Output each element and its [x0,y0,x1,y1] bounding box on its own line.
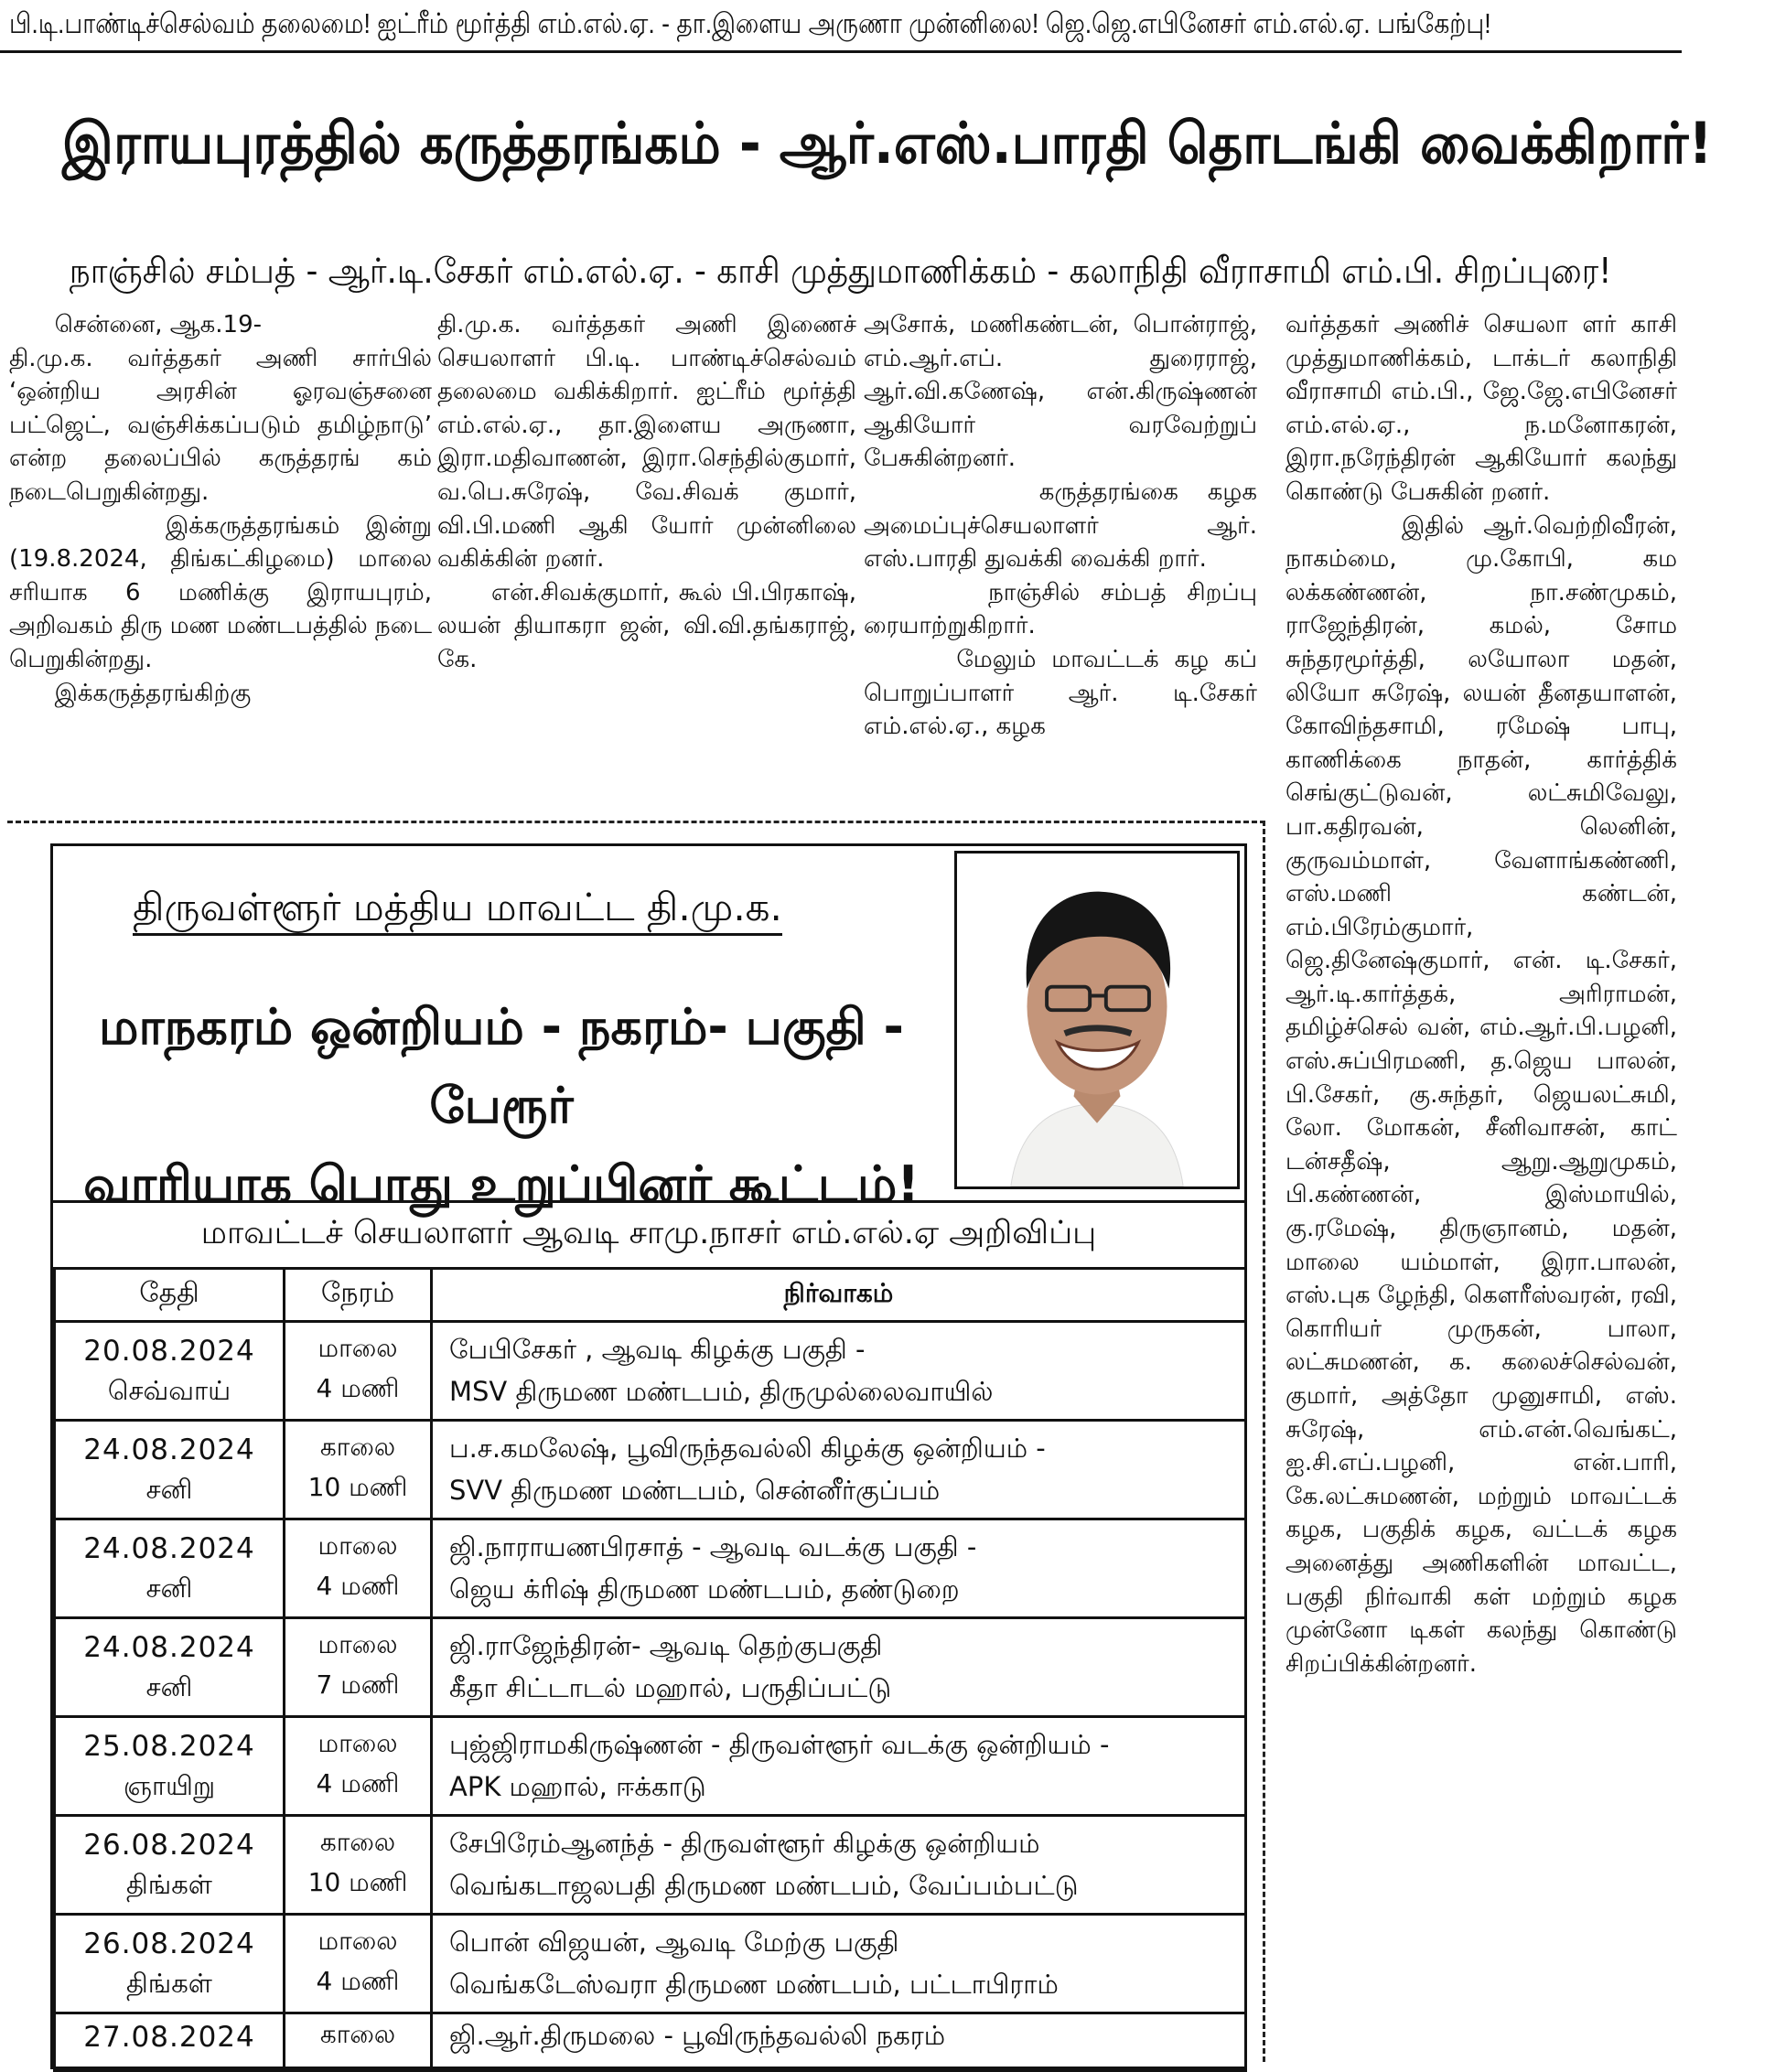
meeting-session: மாலை [317,1530,398,1561]
meeting-date: 24.08.2024 [83,1631,255,1664]
time-cell [285,2013,432,2071]
meeting-organizer: புஜ்ஜிராமகிருஷ்ணன் - திருவள்ளூர் வடக்கு ஒன்றியம் - [449,1729,1110,1760]
meeting-organizer: பொன் விஜயன், ஆவடி மேற்கு பகுதி [449,1927,899,1958]
meeting-organizer: சேபிரேம்ஆனந்த் - திருவள்ளூர் கிழக்கு ஒன்றியம் [449,1828,1040,1859]
admin-cell [432,1915,1246,2013]
subheadline-text: நாஞ்சில் சம்பத் - ஆர்.டி.சேகர் எம்.எல்.ஏ. - காசி முத்துமாணிக்கம் - கலாநிதி வீராசாமி எம்.பி. சிறப்புரை! [70,251,1612,291]
time-cell [285,1717,432,1816]
article-column-1: சென்னை, ஆக.19- தி.மு.க. வர்த்தகர் அணி சார்பில் ‘ஒன்றிய அரசின் ஓரவஞ்சனை பட்ஜெட், வஞ்சிக்கப்படும் தமிழ்நாடு’ என்ற தலைப்பில் கருத்தரங் கம் நடைபெறுகின்றது. இக்கருத்தரங்கம் இன்று (19.8.2024, திங்கட்கிழமை) மாலை சரியாக 6 மணிக்கு இராயபுரம், அறிவகம் திரு மண மண்டபத்தில் நடை பெறுகின்றது. இக்கருத்தரங்கிற்கு [9,311,433,707]
meeting-day: திங்கள் [126,1869,212,1900]
meeting-session: மாலை [317,1728,398,1758]
meeting-date: 24.08.2024 [83,1532,255,1565]
ad-organization [0,883,915,932]
top-strip [0,0,1682,53]
meeting-hour: 4 மணி [316,1571,400,1601]
time-cell [285,1322,432,1421]
header-time: நேரம் [285,1269,432,1322]
meeting-date: 25.08.2024 [83,1730,255,1763]
meeting-organizer: ஜி.நாராயணபிரசாத் - ஆவடி வடக்கு பகுதி - [449,1531,977,1562]
meeting-date: 26.08.2024 [83,1829,255,1862]
time-cell [285,1915,432,2013]
meeting-organizer: ப.ச.கமலேஷ், பூவிருந்தவல்லி கிழக்கு ஒன்றியம் - [449,1433,1046,1464]
meeting-organizer: ஜி.ஆர்.திருமலை - பூவிருந்தவல்லி நகரம் [449,2020,946,2051]
table-row [55,1915,1246,2013]
meeting-venue: MSV திருமண மண்டபம், திருமுல்லைவாயில் [449,1376,994,1407]
meeting-hour: 7 மணி [316,1669,400,1700]
date-cell [55,1915,285,2013]
meeting-session: மாலை [317,1926,398,1956]
date-cell [55,1421,285,1519]
meeting-session: மாலை [317,1333,398,1363]
meeting-day: சனி [145,1474,193,1505]
table-row [55,2013,1246,2071]
meeting-hour: 10 மணி [307,1867,408,1897]
meeting-date: 24.08.2024 [83,1433,255,1466]
table-row [55,1618,1246,1717]
meeting-organizer: ஜி.ராஜேந்திரன்- ஆவடி தெற்குபகுதி [449,1630,883,1661]
meeting-venue: SVV திருமண மண்டபம், சென்னீர்குப்பம் [449,1475,941,1506]
admin-cell [432,1816,1246,1915]
article-column-2: தி.மு.க. வர்த்தகர் அணி இணைச் செயலாளர் பி.டி. பாண்டிச்செல்வம் தலைமை வகிக்கிறார். ஐட்ரீம் மூர்த்தி எம்.எல்.ஏ., தா.இளைய அருணா, இரா.மதிவாணன், இரா.செந்தில்குமார், வ.பெ.சுரேஷ், வே.சிவக் குமார், வி.பி.மணி ஆகி யோர் முன்னிலை வகிக்கின் றனர். என்.சிவக்குமார், கூல் பி.பிரகாஷ், லயன் தியாகரா ஜன், வி.வி.தங்கராஜ், கே. [437,311,856,673]
headline [0,102,1713,185]
meeting-venue: ஜெய க்ரிஷ் திருமண மண்டபம், தண்டுறை [449,1573,960,1605]
ad-title-line-1: மாநகரம் ஒன்றியம் - நகரம்- பகுதி - பேரூர் [99,998,904,1134]
subheadline [0,245,1682,296]
meeting-session: காலை [319,1432,396,1462]
time-cell [285,1421,432,1519]
admin-cell [432,1717,1246,1816]
time-cell [285,1519,432,1618]
meeting-session: மாலை [317,1629,398,1659]
ad-organization-text: திருவள்ளூர் மத்திய மாவட்ட தி.மு.க. [133,885,782,936]
meeting-date: 26.08.2024 [83,1927,255,1960]
announcement: மாவட்டச் செயலாளர் ஆவடி சாமு.நாசர் எம்.எல்.ஏ அறிவிப்பு [53,1200,1244,1267]
table-row [55,1421,1246,1519]
meeting-hour: 4 மணி [316,1966,400,1996]
meeting-day: செவ்வாய் [107,1375,231,1406]
date-cell [55,1717,285,1816]
date-cell [55,1618,285,1717]
table-header-row [55,1269,1246,1322]
header-admin: நிர்வாகம் [432,1269,1246,1322]
article-column-4: வர்த்தகர் அணிச் செயலா ளர் காசி முத்துமாணிக்கம், டாக்டர் கலாநிதி வீராசாமி எம்.பி., ஜே.ஜே.எபினேசர் எம்.எல்.ஏ., ந.மனோகரன், இரா.நரேந்திரன் ஆகியோர் கலந்து கொண்டு பேசுகின் றனர். இதில் ஆர்.வெற்றிவீரன், நாகம்மை, மு.கோபி, கம லக்கண்ணன், நா.சண்முகம், ராஜேந்திரன், கமல், சோம சுந்தரமூர்த்தி, லயோலா மதன், லியோ சுரேஷ், லயன் தீனதயாளன், கோவிந்தசாமி, ரமேஷ் பாபு, காணிக்கை நாதன், கார்த்திக் செங்குட்டுவன், லட்சுமிவேலு, பா.கதிரவன், லெனின், குருவம்மாள், வேளாங்கண்ணி, எஸ்.மணி கண்டன், எம்.பிரேம்குமார், ஜெ.தினேஷ்குமார், என். டி.சேகர், ஆர்.டி.கார்த்தக், அரிராமன், தமிழ்ச்செல் வன், எம்.ஆர்.பி.பழனி, எஸ்.சுப்பிரமணி, த.ஜெய பாலன், பி.சேகர், கு.சுந்தர், ஜெயலட்சுமி, லோ. மோகன், சீனிவாசன், காட் டன்சதீஷ், ஆறு.ஆறுமுகம், பி.கண்ணன், இஸ்மாயில், கு.ரமேஷ், திருஞானம், மதன், மாலை யம்மாள், இரா.பாலன், எஸ்.புக ழேந்தி, கௌரீஸ்வரன், ரவி, கொரியர் முருகன், பாலா, லட்சுமணன், க. கலைச்செல்வன், குமார், அத்தோ முனுசாமி, எஸ். சுரேஷ், எம்.என்.வெங்கட், ஐ.சி.எப்.பழனி, என்.பாரி, கே.லட்சுமணன், மற்றும் மாவட்டக் கழக, பகுதிக் கழக, வட்டக் கழக அனைத்து அணிகளின் மாவட்ட, பகுதி நிர்வாகி கள் மற்றும் கழக முன்னோ டிகள் கலந்து கொண்டு சிறப்பிக்கின்றனர். [1286,311,1677,1678]
meeting-venue: வெங்கடாஜலபதி திருமண மண்டபம், வேப்பம்பட்டு [449,1870,1079,1901]
table-row [55,1322,1246,1421]
time-cell [285,1618,432,1717]
meeting-venue: APK மஹால், ஈக்காடு [449,1771,706,1802]
meeting-hour: 4 மணி [316,1373,400,1403]
admin-cell [432,1618,1246,1717]
top-strip-text: பி.டி.பாண்டிச்செல்வம் தலைமை! ஐட்ரீம் மூர்த்தி எம்.எல்.ஏ. - தா.இளைய அருணா முன்னிலை! ஜெ.ஜெ.எபினேசர் எம்.எல்.ஏ. பங்கேற்பு! [9,6,1491,39]
meeting-day: திங்கள் [126,1968,212,1999]
portrait-photo [954,851,1240,1189]
meeting-venue: கீதா சிட்டாடல் மஹால், பருதிப்பட்டு [449,1672,892,1703]
admin-cell [432,2013,1246,2071]
meeting-day: சனி [145,1671,193,1702]
date-cell [55,2013,285,2071]
table-row [55,1816,1246,1915]
date-cell [55,1816,285,1915]
meeting-session: காலை [319,2019,396,2049]
date-cell [55,1519,285,1618]
meeting-hour: 10 மணி [307,1472,408,1502]
portrait-illustration [957,853,1237,1186]
meeting-schedule-table [53,1267,1247,2072]
meeting-day: சனி [145,1573,193,1604]
meeting-day: ஞாயிறு [123,1770,216,1801]
meeting-date: 20.08.2024 [83,1335,255,1368]
header-date: தேதி [55,1269,285,1322]
ad-title-line-2: வாரியாக பொது உறுப்பினர் கூட்டம்! [83,1155,920,1213]
admin-cell [432,1519,1246,1618]
admin-cell [432,1421,1246,1519]
time-cell [285,1816,432,1915]
ad-title [53,988,950,1224]
table-row [55,1717,1246,1816]
headline-text: இராயபுரத்தில் கருத்தரங்கம் - ஆர்.எஸ்.பாரதி தொடங்கி வைக்கிறார்! [61,110,1713,177]
meeting-session: காலை [319,1827,396,1857]
meeting-date: 27.08.2024 [83,2021,255,2054]
date-cell [55,1322,285,1421]
meeting-organizer: பேபிசேகர் , ஆவடி கிழக்கு பகுதி - [449,1334,866,1365]
article-column-3: அசோக், மணிகண்டன், பொன்ராஜ், எம்.ஆர்.எப். துரைராஜ், ஆர்.வி.கணேஷ், என்.கிருஷ்ணன் ஆகியோர் வரவேற்றுப் பேசுகின்றனர். கருத்தரங்கை கழக அமைப்புச்செயலாளர் ஆர். எஸ்.பாரதி துவக்கி வைக்கி றார். நாஞ்சில் சம்பத் சிறப்பு ரையாற்றுகிறார். மேலும் மாவட்டக் கழ கப் பொறுப்பாளர் ஆர். டி.சேகர் எம்.எல்.ஏ., கழக [864,311,1257,741]
meeting-hour: 4 மணி [316,1768,400,1798]
admin-cell [432,1322,1246,1421]
meeting-venue: வெங்கடேஸ்வரா திருமண மண்டபம், பட்டாபிராம் [449,1969,1059,2000]
table-row [55,1519,1246,1618]
